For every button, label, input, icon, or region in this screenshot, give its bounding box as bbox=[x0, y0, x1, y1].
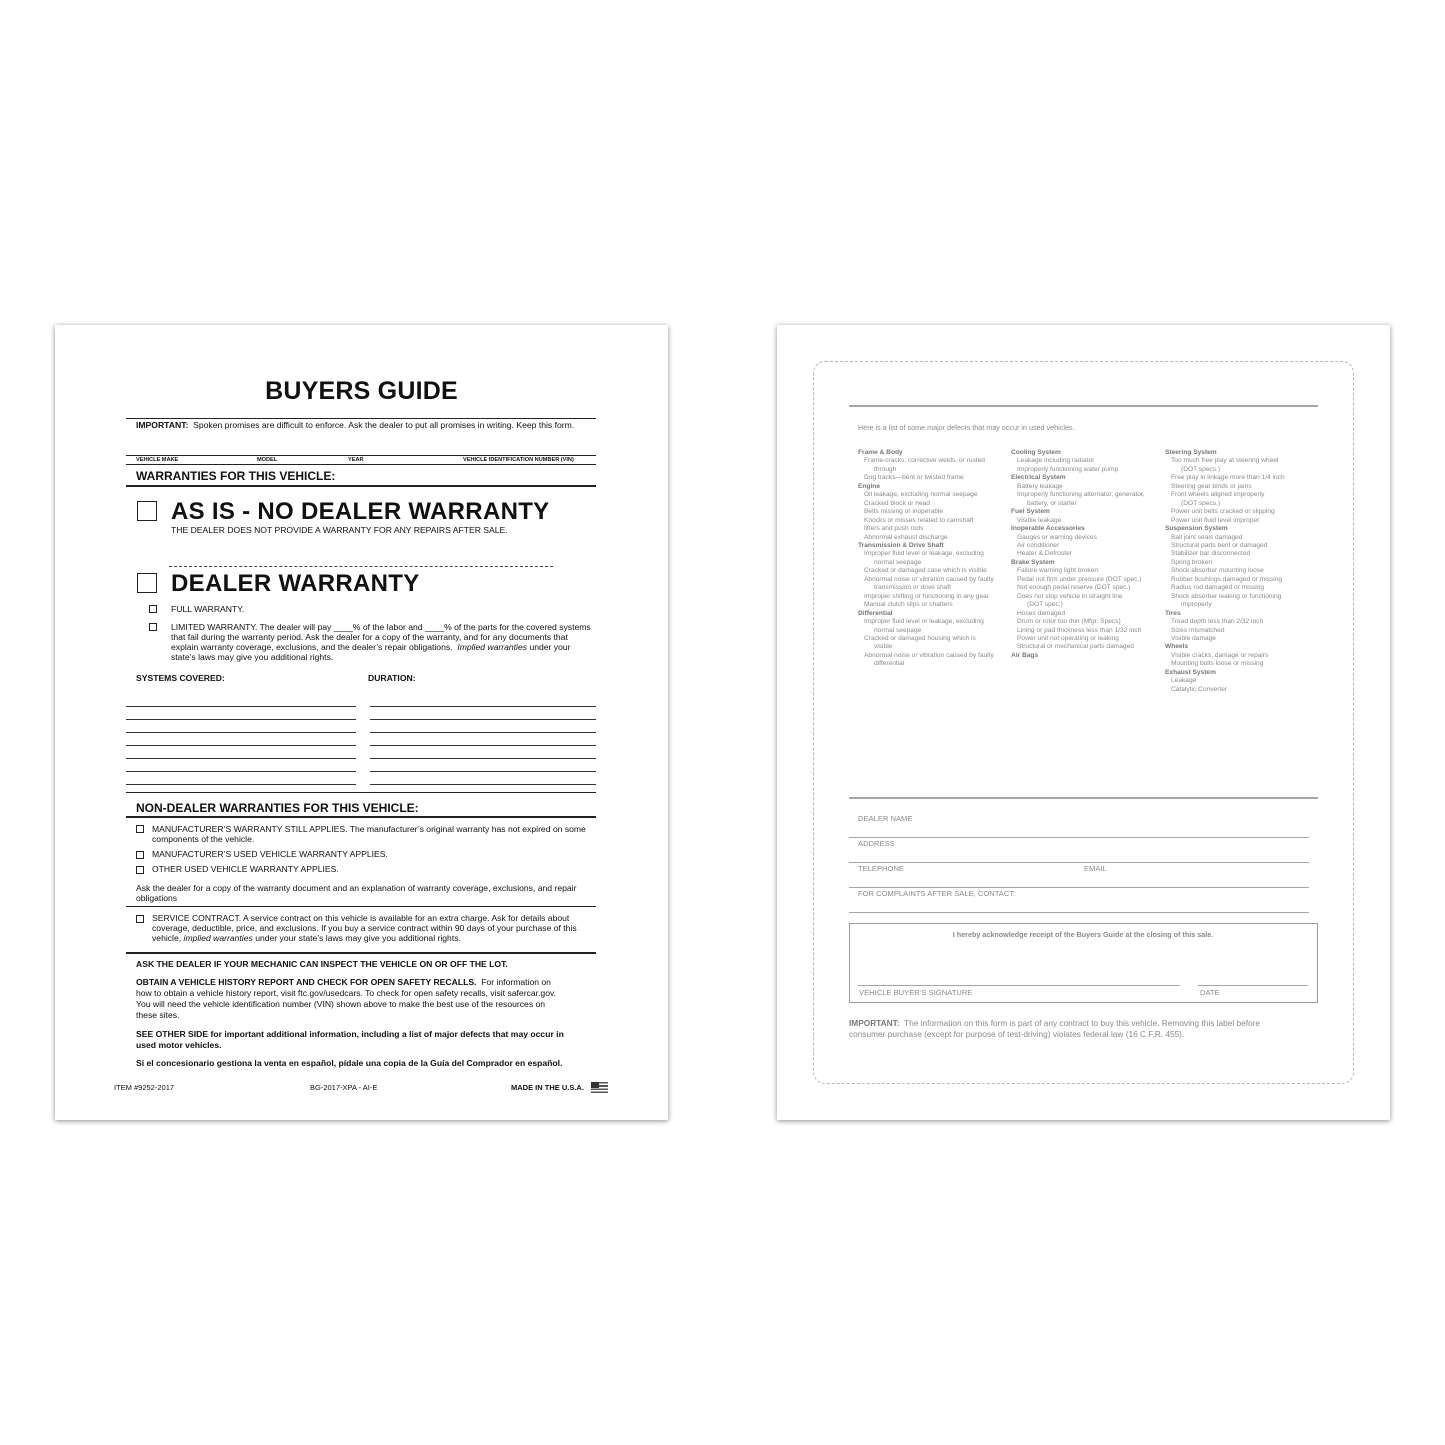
defect-item: Lining or pad thickness less than 1/32 inch bbox=[1017, 626, 1142, 634]
limited-warranty-checkbox[interactable] bbox=[149, 623, 157, 631]
model-field[interactable]: MODEL bbox=[257, 457, 278, 463]
defect-item: through bbox=[874, 465, 897, 473]
defect-item: Does not stop vehicle in straight line bbox=[1017, 592, 1123, 600]
defect-category: Cooling System bbox=[1011, 449, 1061, 456]
history-line-3: You will need the vehicle identification number (VIN) shown above to make the best use of the resources on bbox=[136, 999, 546, 1009]
defect-item: lifters and push rods bbox=[864, 525, 924, 533]
buyers-guide-back-page bbox=[777, 325, 1390, 1120]
date-label: DATE bbox=[1200, 988, 1220, 997]
divider bbox=[126, 952, 596, 954]
other-used-label: OTHER USED VEHICLE WARRANTY APPLIES. bbox=[152, 864, 339, 874]
form-code: BG-2017-XPA - AI-E bbox=[310, 1083, 378, 1092]
ask-mechanic: ASK THE DEALER IF YOUR MECHANIC CAN INSPECT THE VEHICLE ON OR OFF THE LOT. bbox=[136, 959, 508, 969]
defect-item: Mounting bolts loose or missing bbox=[1171, 660, 1264, 668]
defect-item: Spring broken bbox=[1171, 558, 1213, 566]
defect-item: Frame-cracks, corrective welds, or rusted bbox=[864, 457, 985, 465]
defect-category: Inoperable Accessories bbox=[1011, 525, 1085, 533]
defect-item: Battery leakage bbox=[1017, 482, 1063, 490]
address-field[interactable] bbox=[849, 862, 1309, 863]
defect-item: Pedal not firm under pressure (DOT spec.) bbox=[1017, 575, 1142, 583]
defect-item: Shock absorber mounting loose bbox=[1171, 567, 1264, 575]
made-in-usa: MADE IN THE U.S.A. bbox=[511, 1083, 584, 1092]
duration-label: DURATION: bbox=[368, 673, 416, 683]
defect-item: Stabilizer bar disconnected bbox=[1171, 550, 1251, 558]
signature-label: VEHICLE BUYER’S SIGNATURE bbox=[859, 988, 973, 997]
acknowledge-text: I hereby acknowledge receipt of the Buyers Guide at the closing of this sale. bbox=[952, 930, 1214, 939]
defects-column-3 bbox=[1165, 449, 1315, 694]
history-line-4: these sites. bbox=[136, 1010, 180, 1020]
divider bbox=[126, 464, 596, 465]
defect-item: Free play in linkage more than 1/4 inch bbox=[1171, 474, 1285, 482]
manufacturer-used-label: MANUFACTURER’S USED VEHICLE WARRANTY APPLIES. bbox=[152, 849, 388, 859]
defect-item: Oil leakage, excluding normal seepage bbox=[864, 491, 978, 499]
item-number: ITEM #9252-2017 bbox=[114, 1083, 175, 1092]
defect-category: Differential bbox=[858, 609, 893, 617]
non-dealer-heading: NON-DEALER WARRANTIES FOR THIS VEHICLE: bbox=[136, 801, 419, 815]
acknowledgment-box bbox=[849, 923, 1318, 1003]
buyers-guide-front-page bbox=[55, 325, 668, 1120]
defect-item: Steering gear binds or jams bbox=[1171, 482, 1252, 490]
telephone-email-field[interactable] bbox=[849, 887, 1309, 888]
defect-item: Radius rod damaged or missing bbox=[1171, 584, 1265, 592]
see-other-side-line-2: used motor vehicles. bbox=[136, 1040, 222, 1050]
full-warranty-label: FULL WARRANTY. bbox=[171, 604, 245, 614]
divider bbox=[849, 405, 1318, 407]
us-flag-icon bbox=[591, 1082, 608, 1093]
divider bbox=[126, 455, 596, 456]
defect-item: Belts missing or inoperable bbox=[864, 508, 944, 516]
spanish-notice: Si el concesionario gestiona la venta en español, pídale una copia de la Guía del Comprador en español. bbox=[136, 1058, 563, 1068]
dealer-name-label: DEALER NAME bbox=[858, 814, 913, 823]
vehicle-make-field[interactable]: VEHICLE MAKE bbox=[136, 457, 179, 463]
manufacturer-warranty-line-2: components of the vehicle. bbox=[152, 834, 255, 844]
complaints-field[interactable] bbox=[849, 912, 1309, 913]
defect-item: Visible damage bbox=[1171, 634, 1216, 642]
defect-item: Air conditioner bbox=[1017, 541, 1060, 549]
defect-item: Ball joint seals damaged bbox=[1171, 533, 1243, 541]
defect-category: Suspension System bbox=[1165, 525, 1228, 533]
service-contract-line-3: vehicle, implied warranties under your state’s laws may give you additional rights. bbox=[152, 933, 461, 943]
divider bbox=[126, 792, 596, 793]
defect-category: Tires bbox=[1165, 609, 1181, 617]
defect-item: Structural or mechanical parts damaged bbox=[1017, 643, 1134, 651]
defect-item: Dog tracks—bent or twisted frame bbox=[864, 474, 964, 482]
date-field[interactable] bbox=[1198, 985, 1308, 986]
defect-category: Brake System bbox=[1011, 558, 1055, 566]
defect-item: Abnormal exhaust discharge bbox=[864, 533, 948, 541]
address-label: ADDRESS bbox=[858, 839, 895, 848]
limited-warranty-line-3: explain warranty coverage, exclusions, and the dealer’s repair obligations. Implied warranties under your bbox=[171, 642, 571, 652]
limited-warranty-line-1: LIMITED WARRANTY. The dealer will pay ____% of the labor and ____% of the parts for the covered systems bbox=[171, 622, 591, 632]
limited-warranty-line-2: that fail during the warranty period. Ask the dealer for a copy of the warranty, and for any documents that bbox=[171, 632, 568, 642]
vin-field[interactable]: VEHICLE IDENTIFICATION NUMBER (VIN) bbox=[463, 457, 574, 463]
defect-item: Tread depth less than 2/32 inch bbox=[1171, 618, 1264, 626]
defect-category: Wheels bbox=[1165, 643, 1189, 651]
defect-item: (DOT specs.) bbox=[1181, 499, 1221, 507]
manufacturer-used-checkbox[interactable] bbox=[136, 851, 144, 859]
back-important-line-2: consumer purchase (except for purpose of test-driving) violates federal law (16 C.F.R. 455). bbox=[849, 1029, 1185, 1039]
see-other-side-line-1: SEE OTHER SIDE for important additional information, including a list of major defects that may occur in bbox=[136, 1029, 564, 1039]
defect-item: Power unit belts cracked or slipping bbox=[1171, 508, 1275, 516]
defect-item: Too much free play at steering wheel bbox=[1171, 457, 1279, 465]
full-warranty-checkbox[interactable] bbox=[149, 605, 157, 613]
history-line-2: how to obtain a vehicle history report, visit ftc.gov/usedcars. To check for open safety recalls, visit safercar.gov. bbox=[136, 988, 557, 998]
defect-item: Cracked or damaged housing which is bbox=[864, 634, 976, 642]
defect-item: Improperly functioning water pump bbox=[1017, 465, 1119, 473]
defect-item: Leakage bbox=[1171, 677, 1197, 685]
defect-item: Failure warning light broken bbox=[1017, 567, 1098, 575]
other-used-checkbox[interactable] bbox=[136, 866, 144, 874]
defect-category: Steering System bbox=[1165, 449, 1217, 456]
defect-item: (DOT specs.) bbox=[1181, 465, 1221, 473]
defect-item: Not enough pedal reserve (DOT spec.) bbox=[1017, 584, 1131, 592]
defect-item: Cracked block or head bbox=[864, 499, 930, 507]
defect-item: Cracked or damaged case which is visible bbox=[864, 567, 987, 575]
divider bbox=[126, 816, 596, 818]
divider bbox=[126, 418, 596, 419]
manufacturer-warranty-line-1: MANUFACTURER’S WARRANTY STILL APPLIES. The manufacturer’s original warranty has not expired on some bbox=[152, 824, 586, 834]
as-is-subtitle: THE DEALER DOES NOT PROVIDE A WARRANTY FOR ANY REPAIRS AFTER SALE. bbox=[171, 525, 508, 535]
defect-item: Knocks or misses related to camshaft bbox=[864, 516, 974, 524]
defect-category: Fuel System bbox=[1011, 508, 1050, 516]
defect-item: Improperly functioning alternator, generator, bbox=[1017, 491, 1145, 499]
page-title: BUYERS GUIDE bbox=[265, 377, 458, 405]
defect-item: Structural parts bent or damaged bbox=[1171, 541, 1268, 549]
defect-item: Abnormal noise or vibration caused by faulty bbox=[864, 651, 994, 659]
divider bbox=[849, 797, 1318, 799]
defect-item: battery, or starter bbox=[1027, 499, 1077, 507]
defect-item: Shock absorber leaking or functioning bbox=[1171, 592, 1282, 600]
defect-category: Exhaust System bbox=[1165, 668, 1216, 676]
defect-item: Power unit fluid level improper bbox=[1171, 516, 1260, 524]
defects-column-2 bbox=[1011, 449, 1161, 660]
defect-item: Sizes mismatched bbox=[1171, 626, 1225, 634]
as-is-checkbox[interactable] bbox=[137, 501, 157, 521]
ask-copy-line-2: obligations bbox=[136, 893, 178, 903]
ask-copy-line-1: Ask the dealer for a copy of the warranty document and an explanation of warranty coverage, exclusions, and repair bbox=[136, 883, 577, 893]
defect-category: Engine bbox=[858, 482, 880, 490]
defect-item: Gauges or warning devices bbox=[1017, 533, 1097, 541]
defect-item: Improper fluid level or leakage, excluding bbox=[864, 550, 984, 558]
defect-item: transmission or drive shaft bbox=[874, 584, 951, 592]
service-contract-line-1: SERVICE CONTRACT. A service contract on this vehicle is available for an extra charge. Ask for details about bbox=[152, 913, 570, 923]
defects-intro: Here is a list of some major defects that may occur in used vehicles. bbox=[858, 423, 1075, 432]
defect-item: visible bbox=[874, 643, 893, 651]
important-notice: IMPORTANT: Spoken promises are difficult to enforce. Ask the dealer to put all promises in writing. Keep this form. bbox=[136, 420, 575, 430]
divider bbox=[126, 485, 596, 487]
warranties-heading: WARRANTIES FOR THIS VEHICLE: bbox=[136, 469, 336, 483]
complaints-label: FOR COMPLAINTS AFTER SALE, CONTACT: bbox=[858, 889, 1016, 898]
divider bbox=[126, 906, 596, 907]
defect-item: Leakage including radiator bbox=[1017, 457, 1095, 465]
service-contract-line-2: coverage, deductible, price, and exclusions. If you buy a service contract within 90 days of your purchase of this bbox=[152, 923, 577, 933]
defect-item: Visible leakage bbox=[1017, 516, 1062, 524]
signature-field[interactable] bbox=[858, 985, 1180, 986]
email-label: EMAIL bbox=[1084, 864, 1107, 873]
defect-category: Frame & Body bbox=[858, 449, 903, 456]
defect-item: Heater & Defroster bbox=[1017, 550, 1072, 558]
defect-item: Power unit not operating or leaking bbox=[1017, 634, 1119, 642]
as-is-title: AS IS - NO DEALER WARRANTY bbox=[171, 498, 550, 525]
telephone-label: TELEPHONE bbox=[858, 864, 904, 873]
dealer-warranty-checkbox[interactable] bbox=[137, 573, 157, 593]
defects-column-1 bbox=[858, 449, 1008, 669]
dealer-warranty-title: DEALER WARRANTY bbox=[171, 570, 420, 597]
back-important-line-1: IMPORTANT: The information on this form is part of any contract to buy this vehicle. Removing this label before bbox=[849, 1018, 1261, 1028]
year-field[interactable]: YEAR bbox=[348, 457, 364, 463]
defect-item: Hoses damaged bbox=[1017, 609, 1066, 617]
dealer-name-field[interactable] bbox=[849, 837, 1309, 838]
defect-item: Abnormal noise or vibration caused by faulty bbox=[864, 575, 994, 583]
defect-item: Drum or rotor too thin (Mfgr. Specs) bbox=[1017, 618, 1121, 626]
history-line-1: OBTAIN A VEHICLE HISTORY REPORT AND CHECK FOR OPEN SAFETY RECALLS. For information on bbox=[136, 977, 551, 987]
manufacturer-warranty-checkbox[interactable] bbox=[136, 825, 144, 833]
defect-item: Front wheels aligned improperly bbox=[1171, 491, 1265, 499]
defect-item: Rubber bushings damaged or missing bbox=[1171, 575, 1283, 583]
defect-item: Visible cracks, damage or repairs bbox=[1171, 651, 1269, 659]
defect-item: improperly bbox=[1181, 601, 1212, 609]
defect-category: Electrical System bbox=[1011, 474, 1066, 482]
service-contract-checkbox[interactable] bbox=[136, 915, 144, 923]
defect-item: Manual clutch slips or chatters bbox=[864, 601, 953, 609]
defect-category: Transmission & Drive Shaft bbox=[858, 541, 944, 549]
defect-item: Catalytic Converter bbox=[1171, 685, 1228, 693]
defect-item: Improper fluid level or leakage, excluding bbox=[864, 618, 984, 626]
defect-item: Improper shifting or functioning in any gear bbox=[864, 592, 989, 600]
defect-item: normal seepage bbox=[874, 558, 922, 566]
systems-covered-label: SYSTEMS COVERED: bbox=[136, 673, 225, 683]
defect-item: differential bbox=[874, 660, 905, 668]
limited-warranty-line-4: state’s laws may give you additional rights. bbox=[171, 652, 334, 662]
defect-item: (DOT spec.) bbox=[1027, 601, 1063, 609]
dashed-separator bbox=[169, 566, 553, 567]
defect-item: normal seepage bbox=[874, 626, 922, 634]
defect-category: Air Bags bbox=[1011, 651, 1039, 659]
